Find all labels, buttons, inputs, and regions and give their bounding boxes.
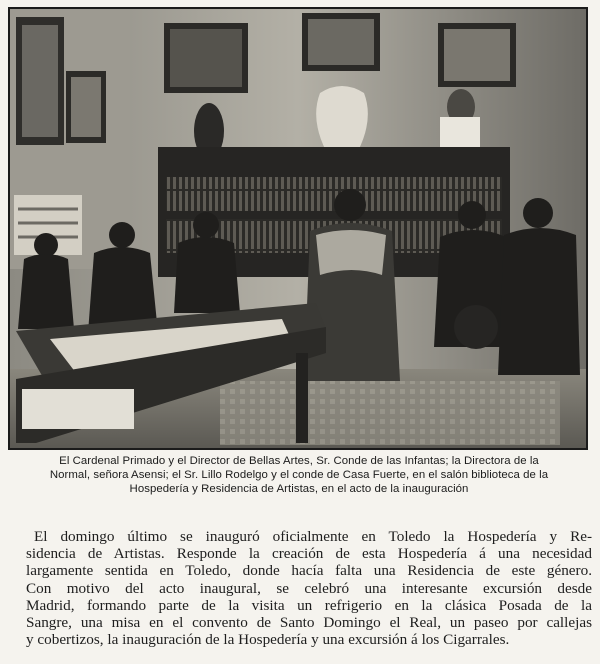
article-line: El domingo último se inauguró oficialmente en Toledo la Hospedería y Re- bbox=[34, 528, 592, 545]
halftone-photograph bbox=[8, 7, 588, 450]
caption-line: Normal, señora Asensi; el Sr. Lillo Rodelgo y el conde de Casa Fuerte, en el salón biblioteca de la bbox=[49, 469, 549, 481]
article-line: Con motivo del acto inaugural, se celebró una interesante excursión desde bbox=[26, 579, 592, 597]
caption-line: Hospedería y Residencia de Artistas, en el acto de la inauguración bbox=[129, 483, 469, 495]
article-text bbox=[26, 528, 592, 648]
small-frame bbox=[440, 117, 480, 149]
article-line: Madrid, formando parte de la visita un refrigerio en la clásica Posada de la bbox=[26, 596, 592, 614]
article-line: Sangre, una misa en el convento de Santo Domingo el Real, un paseo por callejas bbox=[26, 614, 592, 632]
article-line: sidencia de Artistas. Responde la creación de esta Hospedería á una necesidad bbox=[26, 545, 592, 563]
article-line: largamente sentida en Toledo, donde hacía falta una Residencia de este género. bbox=[26, 562, 592, 580]
photo-image bbox=[10, 9, 586, 448]
white-vase bbox=[316, 86, 368, 151]
article-line: y cobertizos, la inauguración de la Hospedería y una excursión á los Cigarrales. bbox=[26, 631, 510, 649]
photo-caption bbox=[10, 454, 588, 496]
caption-line: El Cardenal Primado y el Director de Bellas Artes, Sr. Conde de las Infantas; la Directora de la bbox=[59, 455, 539, 467]
